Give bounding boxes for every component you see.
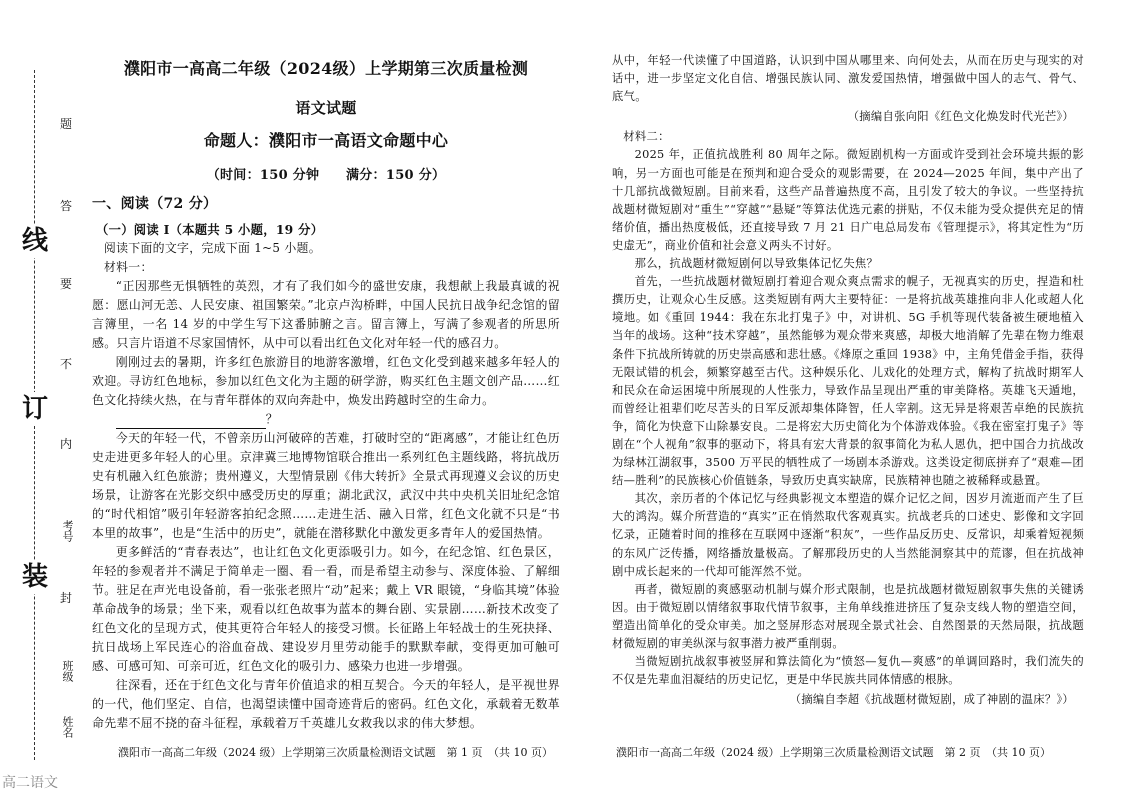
subsection-heading: （一）阅读 I（本题共 5 小题，19 分） [96, 222, 324, 237]
binding-char: 答 [60, 199, 73, 213]
exam-title: 濮阳市一高高二年级（2024级）上学期第三次质量检测 [123, 59, 529, 78]
exam-author: 命题人：濮阳市一高语文命题中心 [203, 131, 449, 150]
paragraph: 再者，微短剧的爽感驱动机制与媒介形式限制，也是抗战题材微短剧叙事失焦的关键诱因。由于微短剧以情绪叙事取代情节叙事，主角单线推进挤压了复杂支线人物的塑造空间，塑造出简单化的受众审美。加之竖屏形态对展现全景式社会、自然图景的天然局限，抗战题材微短剧的审美纵深与叙事潜力被严重削弱。 [612, 582, 1084, 650]
binding-char: 要 [60, 277, 73, 291]
binding-big-char: 线 [22, 226, 49, 256]
binding-big-char: 订 [22, 394, 49, 424]
paragraph: 刚刚过去的暑期，许多红色旅游目的地游客激增，红色文化受到越来越多年轻人的欢迎。寻访红色地标，参加以红色文化为主题的研学游，购买红色主题文创产品……红色文化持续火热，在与青年群体的双向奔赴中，焕发出跨越时空的生命力。 [92, 355, 560, 407]
binding-char: 封 [60, 591, 73, 605]
exam-subtitle: 语文试题 [295, 99, 357, 117]
section-heading: 一、阅读（72 分） [92, 196, 218, 212]
material-label: 材料一： [103, 260, 153, 274]
binding-big-char: 装 [22, 562, 49, 592]
student-field: 班级 [61, 660, 74, 682]
paragraph: 那么，抗战题材微短剧何以导致集体记忆失焦？ [634, 257, 879, 271]
corner-label: 高二语文 [2, 775, 58, 791]
question-line [92, 410, 560, 429]
binding-margin [0, 0, 88, 794]
source-citation: （摘编自张向阳《红色文化焕发时代光芒》） [847, 110, 1074, 124]
time-info: （时间：150 分钟 满分：150 分） [206, 168, 446, 183]
paragraph: 首先，一些抗战题材微短剧打着迎合观众爽点需求的幌子，无视真实的历史，捏造和杜撰历史，让观众心生反感。这类短剧有两大主要特征：一是将抗战英雄推向非人化或超人化境地。如《重回 1944：我在东北打鬼子》中，对讲机、5G 手机等现代装备被生硬地植入当年的战场。这种“技术穿越”，虽然能够为观众带来爽感，却极大地消解了先辈在物力维艰条件下抗战所铸就的历史崇高感和悲壮感。《烽原之重回 1938》中，主角凭借金手指，获得无限试错的机会，频繁穿越至古代。这种娱乐化、儿戏化的处理方式，解构了抗战时期军人和民众在命运困境中所展现的人性张力，导致作品呈现出严重的审美降格。英雄飞天遁地，而曾经让祖辈们吃尽苦头的日军反派却集体降智，任人宰割。这无异是将艰苦卓绝的民族抗争，简化为快意下山除暴安良。二是将宏大历史简化为个体游戏体验。《我在密室打鬼子》等剧在“个人视角”叙事的驱动下，将具有宏大背景的叙事简化为私人恩仇，把中国合力抗战改为绿林江湖叙事，3500 万平民的牺牲成了一场剧本杀游戏。这类设定彻底拼弃了“艰难—团结—胜利”的民族核心价值链条，导致历史真实缺席，民族精神也随之被稀释或悬置。 [612, 275, 1084, 488]
paragraph: 更多鲜活的“青春表达”，也让红色文化更添吸引力。如今，在纪念馆、红色景区，年轻的参观者并不满足于简单走一圈、看一看，而是希望主动参与、深度体验、了解细节。驻足在声光电设备前，看一张张老照片“动”起来；戴上 VR 眼镜，“身临其境”体验革命战争的场景；坐下来，观看以红色故事为蓝本的舞台剧、实景剧……新技术改变了红色文化的呈现方式，使其更符合年轻人的接受习惯。长征路上年轻战士的生死抉择、抗日战场上军民连心的浴血奋战、建设岁月里劳动能手的默默奉献，变得更加可触可感、可感可知、可亲可近，红色文化的吸引力、感染力也进一步增强。 [92, 545, 560, 673]
paragraph: 从中，年轻一代读懂了中国道路，认识到中国从哪里来、向何处去，从而在历史与现实的对话中，进一步坚定文化自信、增强民族认同、激发爱国热情，增强做中国人的志气、骨气、底气。 [612, 54, 1084, 104]
right-column [612, 52, 1084, 711]
binding-char: 不 [60, 357, 73, 371]
material-label: 材料二： [623, 130, 670, 144]
page-footer: 濮阳市一高高二年级（2024 级）上学期第三次质量检测语文试题 第 2 页 （共 10 页） [616, 746, 1051, 759]
left-column [92, 50, 560, 733]
paragraph: 当微短剧抗战叙事被竖屏和算法简化为“愤怒—复仇—爽感”的单调回路时，我们流失的不仅是先辈血泪凝结的历史记忆，更是中华民族共同体情感的根脉。 [612, 655, 1084, 687]
binding-char: 题 [60, 117, 73, 131]
paragraph: 今天的年轻一代，不曾亲历山河破碎的苦难，打破时空的“距离感”，才能让红色历史走进更多年轻人的心里。京津冀三地博物馆联合推出一系列红色主题线路，将抗战历史有机融入红色旅游；贵州遵义，大型情景剧《伟大转折》全景式再现遵义会议的历史场景，让游客在光影交织中感受历史的厚重；湖北武汉，武汉中共中央机关旧址纪念馆的“时代相馆”吸引年轻游客拍纪念照……走进生活、融入日常，红色文化就不只是“书本里的故事”，也是“生活中的历史”，就能在潜移默化中激发更多青年人的爱国热情。 [92, 431, 560, 540]
question-mark: ？ [265, 412, 278, 426]
binding-char: 内 [60, 437, 73, 451]
source-citation: （摘编自李超《抗战题材微短剧，成了神剧的温床？》） [789, 693, 1074, 707]
page-footer: 濮阳市一高高二年级（2024 级）上学期第三次质量检测语文试题 第 1 页 （共 10 页） [118, 746, 553, 759]
student-field: 考号 [61, 520, 74, 542]
paragraph: 往深看，还在于红色文化与青年价值追求的相互契合。今天的年轻人，是平视世界的一代，他们坚定、自信，也渴望读懂中国奇迹背后的密码。红色文化，承载着无数革命先辈不屈不挠的奋斗征程，承载着万千英雄儿女救我以求的伟大梦想。 [92, 678, 560, 730]
student-field: 姓名 [61, 716, 74, 738]
paragraph: 2025 年，正值抗战胜利 80 周年之际。微短剧机构一方面或许受到社会环境共振的影响，另一方面也可能是在预判和迎合受众的观影需要，在 2024—2025 年间，集中产出了十几部抗战微短剧。目前来看，这些产品普遍热度不高，且引发了较大的争议。一些坚持抗战题材微短剧对“重生”“穿越”“悬疑”等算法优选元素的拼贴，不仅未能为受众提供充足的情绪价值，播出热度极低，还直接导致 7 月 21 日广电总局发布《管理提示》，将其定性为“历史虚无”，商业价值和社会意义两头不讨好。 [612, 148, 1084, 252]
paragraph: 其次，亲历者的个体记忆与经典影视文本塑造的媒介记忆之间，因岁月流逝而产生了巨大的鸿沟。媒介所营造的“真实”正在悄然取代客观真实。抗战老兵的口述史、影像和文字回忆录，正随着时间的推移在互联网中逐渐“积灰”，一些作品反历史、反常识，却乘着短视频的东风广泛传播，网络播放量极高。了解那段历史的人当然能洞察其中的荒谬，但在抗战神剧中成长起来的一代却可能浑然不觉。 [612, 492, 1084, 578]
instruction: 阅读下面的文字，完成下面 1~5 小题。 [103, 241, 321, 255]
answer-blank[interactable] [116, 414, 266, 429]
paragraph: “正因那些无惧牺牲的英烈，才有了我们如今的盛世安康，我想献上我最真诚的祝愿：愿山河无恙、人民安康、祖国繁荣。”北京卢沟桥畔，中国人民抗日战争纪念馆的留言簿里，一名 14 岁的中学生写下这番肺腑之言。留言簿上，写满了参观者的所思所感。只言片语道不尽家国情怀，从中可以看出红色文化对年轻一代的感召力。 [92, 279, 560, 350]
